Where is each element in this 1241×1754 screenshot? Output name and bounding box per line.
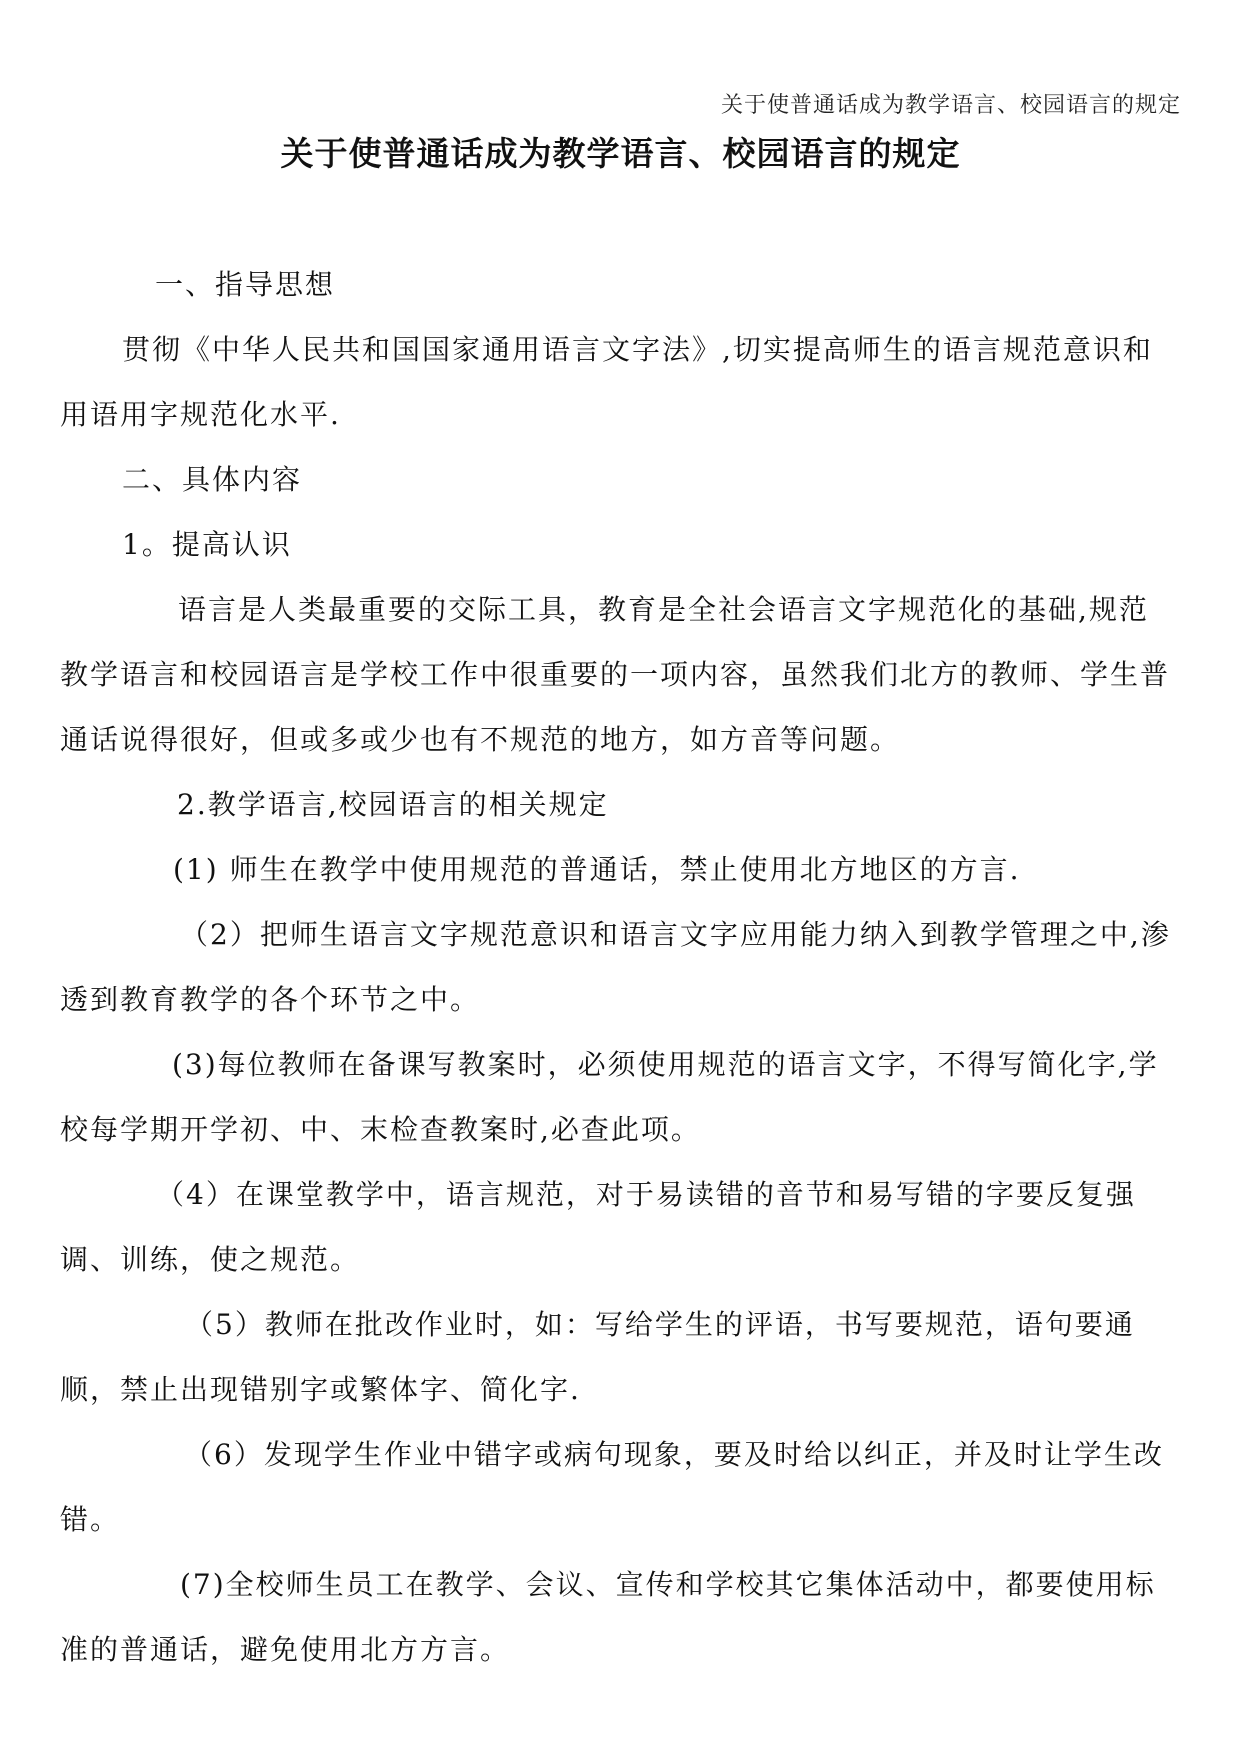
subheading-related-rules: 2.教学语言,校园语言的相关规定 [177, 788, 609, 821]
rule-item-6: （6）发现学生作业中错字或病句现象，要及时给以纠正，并及时让学生改错。 [60, 1438, 1164, 1536]
rule-item-4: （4）在课堂教学中，语言规范，对于易读错的音节和易写错的字要反复强调、训练，使之规范。 [60, 1178, 1136, 1276]
section-heading-guiding-ideology: 一、指导思想 [155, 268, 336, 301]
rule-item-5: （5）教师在批改作业时，如：写给学生的评语，书写要规范，语句要通顺，禁止出现错别字或繁体字、简化字. [60, 1308, 1135, 1406]
section-heading-specific-content: 二、具体内容 [122, 463, 303, 496]
document-title: 关于使普通话成为教学语言、校园语言的规定 [280, 134, 961, 173]
document-body [60, 252, 1178, 1682]
subheading-raise-awareness: 1。提高认识 [122, 528, 292, 561]
paragraph-raise-awareness: 语言是人类最重要的交际工具，教育是全社会语言文字规范化的基础,规范教学语言和校园语言是学校工作中很重要的一项内容，虽然我们北方的教师、学生普通话说得很好，但或多或少也有不规范的地方，如方音等问题。 [60, 593, 1171, 756]
rule-item-3: (3)每位教师在备课写教案时，必须使用规范的语言文字，不得写简化字,学校每学期开学初、中、末检查教案时,必查此项。 [60, 1048, 1159, 1146]
rule-item-1: (1) 师生在教学中使用规范的普通话，禁止使用北方地区的方言. [173, 853, 1021, 886]
rule-item-7: (7)全校师生员工在教学、会议、宣传和学校其它集体活动中，都要使用标准的普通话，避免使用北方方言。 [60, 1568, 1156, 1666]
running-header: 关于使普通话成为教学语言、校园语言的规定 [720, 93, 1181, 118]
paragraph-guiding-ideology: 贯彻《中华人民共和国国家通用语言文字法》,切实提高师生的语言规范意识和用语用字规范化水平. [60, 333, 1153, 431]
rule-item-2: （2）把师生语言文字规范意识和语言文字应用能力纳入到教学管理之中,渗透到教育教学的各个环节之中。 [60, 918, 1171, 1016]
